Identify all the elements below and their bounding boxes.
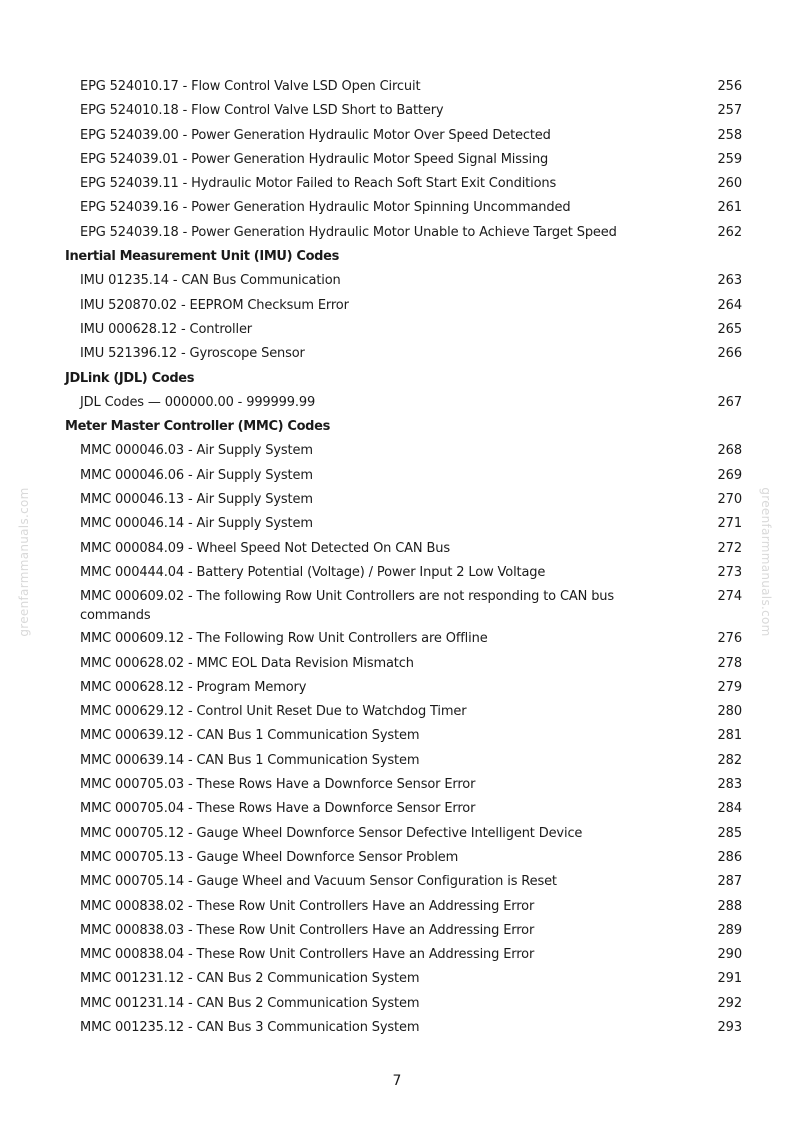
toc-entry[interactable] [0, 773, 794, 797]
toc-entry-page: 283 [717, 777, 742, 793]
toc-entry-title: IMU 520870.02 - EEPROM Checksum Error [80, 297, 349, 313]
toc-entry-page: 258 [717, 127, 742, 143]
toc-entry-page: 282 [717, 752, 742, 768]
toc-entry-page: 289 [717, 922, 742, 938]
toc-entry[interactable] [0, 822, 794, 846]
toc-entry[interactable] [0, 627, 794, 651]
toc-entry-page: 273 [717, 564, 742, 580]
toc-entry-title: EPG 524039.01 - Power Generation Hydraulic Motor Speed Signal Missing [80, 151, 549, 167]
watermark-left: greenfarmmanuals.com [17, 487, 31, 637]
toc-entry-title: MMC 000444.04 - Battery Potential (Voltage) / Power Input 2 Low Voltage [80, 564, 546, 580]
toc-entry[interactable] [0, 561, 794, 585]
toc-entry-title: MMC 000084.09 - Wheel Speed Not Detected On CAN Bus [80, 540, 450, 556]
toc-entry-title: MMC 000705.14 - Gauge Wheel and Vacuum Sensor Configuration is Reset [80, 874, 557, 890]
toc-entry-page: 263 [717, 273, 742, 289]
toc-entry-title: EPG 524039.00 - Power Generation Hydraulic Motor Over Speed Detected [80, 127, 551, 143]
toc-entry-page: 284 [717, 801, 742, 817]
toc-entry-page: 265 [717, 321, 742, 337]
toc-entry-page: 270 [717, 492, 742, 508]
toc-entry-title: MMC 000628.02 - MMC EOL Data Revision Mismatch [80, 655, 414, 671]
section-heading: Inertial Measurement Unit (IMU) Codes [65, 249, 339, 265]
toc-entry-title: MMC 000609.12 - The Following Row Unit Controllers are Offline [80, 631, 488, 647]
toc-entry[interactable] [0, 172, 794, 196]
toc-entry-page: 268 [717, 443, 742, 459]
toc-entry[interactable] [0, 537, 794, 561]
toc-entry-page: 286 [717, 849, 742, 865]
toc-entry[interactable] [0, 749, 794, 773]
toc-entry-page: 291 [717, 971, 742, 987]
toc-entry-page: 290 [717, 947, 742, 963]
toc-entry-title: IMU 01235.14 - CAN Bus Communication [80, 273, 341, 289]
toc-entry[interactable] [0, 1016, 794, 1040]
toc-entry-page: 280 [717, 704, 742, 720]
toc-entry-title: MMC 000838.04 - These Row Unit Controllers Have an Addressing Error [80, 947, 535, 963]
toc-entry-title: MMC 001231.12 - CAN Bus 2 Communication System [80, 971, 420, 987]
toc-entry[interactable] [0, 488, 794, 512]
toc-entry-page: 279 [717, 679, 742, 695]
toc-entry[interactable] [0, 196, 794, 220]
toc-entry[interactable] [0, 342, 794, 366]
toc-entry[interactable] [0, 148, 794, 172]
toc-entry[interactable] [0, 870, 794, 894]
toc-entry-title: MMC 000705.12 - Gauge Wheel Downforce Sensor Defective Intelligent Device [80, 825, 583, 841]
toc-entry[interactable] [0, 943, 794, 967]
toc-entry-page: 281 [717, 728, 742, 744]
toc-entry-title: EPG 524010.18 - Flow Control Valve LSD Short to Battery [80, 103, 444, 119]
toc-entry-page: 293 [717, 1019, 742, 1035]
toc-entry[interactable] [0, 992, 794, 1016]
toc-entry-title: MMC 000046.03 - Air Supply System [80, 443, 313, 459]
toc-entry-title: JDL Codes — 000000.00 - 999999.99 [80, 394, 316, 410]
toc-entry-title: EPG 524039.16 - Power Generation Hydraulic Motor Spinning Uncommanded [80, 200, 571, 216]
toc-entry[interactable] [0, 391, 794, 415]
toc-entry-page: 256 [717, 79, 742, 94]
toc-entry[interactable] [0, 700, 794, 724]
toc-entry-title: MMC 000639.14 - CAN Bus 1 Communication System [80, 752, 420, 768]
toc-entry-title: MMC 000838.03 - These Row Unit Controllers Have an Addressing Error [80, 922, 535, 938]
toc-entry-title: MMC 000609.02 - The following Row Unit Controllers are not responding to CAN bus commands [80, 589, 615, 624]
toc-entry[interactable] [0, 846, 794, 870]
section-heading: JDLink (JDL) Codes [65, 370, 195, 386]
toc-entry-page: 269 [717, 467, 742, 483]
toc-entry-page: 267 [717, 394, 742, 410]
toc-entry-page: 287 [717, 874, 742, 890]
toc-entry[interactable] [0, 724, 794, 748]
toc-entry-page: 272 [717, 540, 742, 556]
toc-entry-title: MMC 001231.14 - CAN Bus 2 Communication System [80, 995, 420, 1011]
toc-entry-page: 278 [717, 655, 742, 671]
toc-entry-title: MMC 000838.02 - These Row Unit Controllers Have an Addressing Error [80, 898, 535, 914]
toc-entry-page: 262 [717, 224, 742, 240]
toc-entry-title: MMC 000705.13 - Gauge Wheel Downforce Sensor Problem [80, 849, 459, 865]
toc-entry[interactable] [0, 99, 794, 123]
toc-entry-title: IMU 521396.12 - Gyroscope Sensor [80, 346, 305, 362]
toc-entry-title: MMC 000046.13 - Air Supply System [80, 492, 313, 508]
watermark-right: greenfarmmanuals.com [759, 487, 773, 637]
toc-entry-title: IMU 000628.12 - Controller [80, 321, 253, 337]
toc-entry[interactable] [0, 464, 794, 488]
toc-entry-page: 260 [717, 176, 742, 192]
toc-entry[interactable] [0, 512, 794, 536]
toc-entry-title: MMC 000705.04 - These Rows Have a Downforce Sensor Error [80, 801, 476, 817]
toc-entry[interactable] [0, 294, 794, 318]
page-number: 7 [392, 1073, 402, 1089]
toc-entry-page: 274 [717, 589, 742, 605]
toc-entry-title: MMC 001235.12 - CAN Bus 3 Communication System [80, 1019, 420, 1035]
toc-entry[interactable] [0, 967, 794, 991]
toc-entry[interactable] [0, 585, 794, 627]
toc-entry-page: 276 [717, 631, 742, 647]
toc-entry-page: 288 [717, 898, 742, 914]
toc-entry-page: 261 [717, 200, 742, 216]
toc-entry[interactable] [0, 75, 794, 99]
toc-entry-title: MMC 000705.03 - These Rows Have a Downforce Sensor Error [80, 777, 476, 793]
toc-entry-title: MMC 000628.12 - Program Memory [80, 679, 307, 695]
toc-entry[interactable] [0, 124, 794, 148]
toc-entry[interactable] [0, 318, 794, 342]
toc-entry[interactable] [0, 797, 794, 821]
toc-entry-title: EPG 524010.17 - Flow Control Valve LSD Open Circuit [80, 79, 421, 94]
toc-entry-page: 264 [717, 297, 742, 313]
toc-entry[interactable] [0, 221, 794, 245]
toc-entry-page: 257 [717, 103, 742, 119]
toc-entry-page: 259 [717, 151, 742, 167]
table-of-contents [0, 75, 794, 1040]
toc-entry-page: 292 [717, 995, 742, 1011]
toc-entry-page: 266 [717, 346, 742, 362]
toc-entry-page: 285 [717, 825, 742, 841]
toc-entry-page: 271 [717, 516, 742, 532]
toc-entry-title: MMC 000629.12 - Control Unit Reset Due to Watchdog Timer [80, 704, 467, 720]
toc-entry[interactable] [0, 439, 794, 463]
toc-entry[interactable] [0, 919, 794, 943]
toc-entry-title: EPG 524039.18 - Power Generation Hydraulic Motor Unable to Achieve Target Speed [80, 224, 617, 240]
toc-entry-title: MMC 000639.12 - CAN Bus 1 Communication System [80, 728, 420, 744]
toc-entry[interactable] [0, 676, 794, 700]
toc-entry-title: MMC 000046.14 - Air Supply System [80, 516, 313, 532]
toc-entry[interactable] [0, 895, 794, 919]
toc-entry-title: MMC 000046.06 - Air Supply System [80, 467, 313, 483]
section-heading: Meter Master Controller (MMC) Codes [65, 419, 330, 435]
toc-entry[interactable] [0, 652, 794, 676]
toc-entry-title: EPG 524039.11 - Hydraulic Motor Failed to Reach Soft Start Exit Conditions [80, 176, 557, 192]
toc-entry[interactable] [0, 269, 794, 293]
